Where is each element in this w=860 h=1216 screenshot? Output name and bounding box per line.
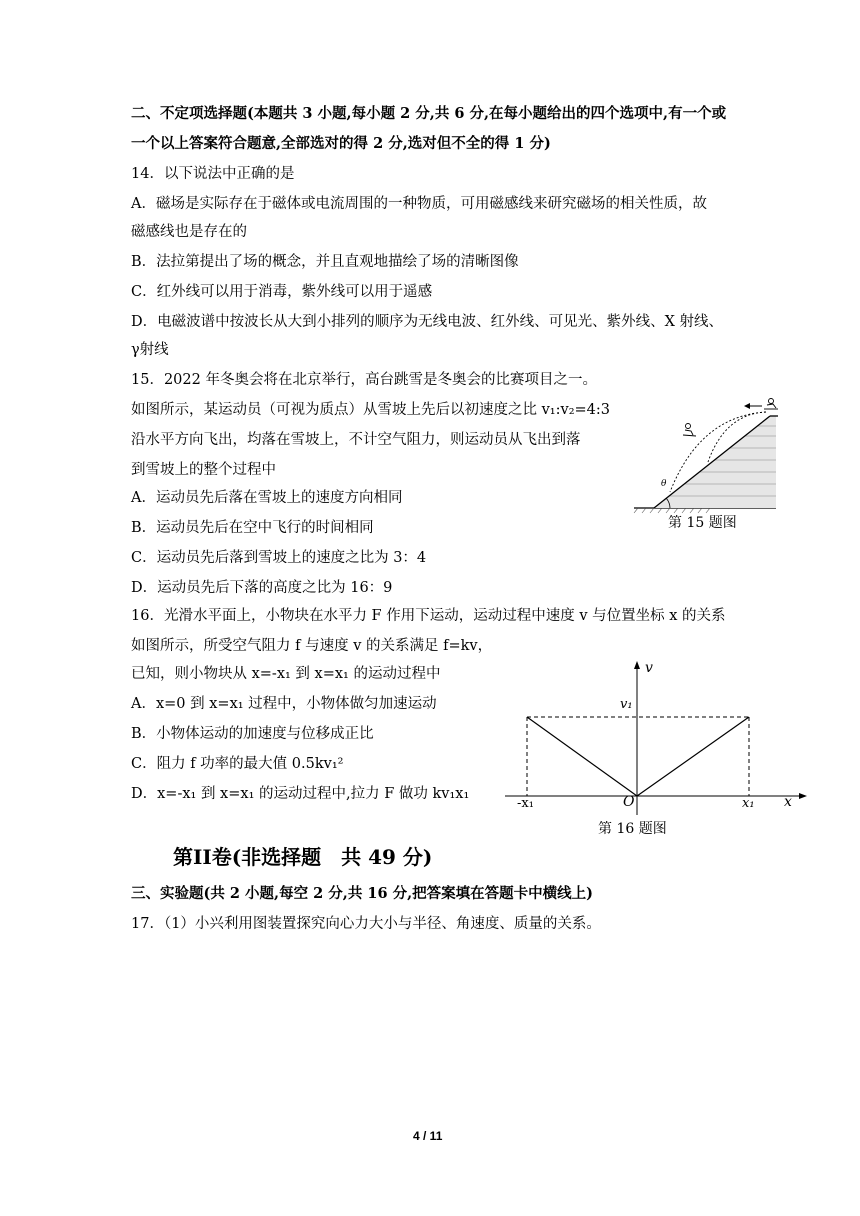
- q16-axis-x-label: x: [784, 794, 792, 810]
- graph-left-segment: [527, 717, 637, 796]
- q16-stem-line1: 16．光滑水平面上，小物块在水平力 F 作用下运动，运动过程中速度 v 与位置坐标 x 的关系: [131, 608, 726, 624]
- q16-fig-caption: 第 16 题图: [598, 821, 667, 837]
- q15-fig-caption: 第 15 题图: [668, 515, 737, 531]
- skier-mid-icon: [683, 424, 696, 437]
- q16-option-a: A．x=0 到 x=x₁ 过程中，小物体做匀加速运动: [131, 696, 437, 712]
- q14-option-d-line2: γ射线: [131, 342, 169, 358]
- q16-tick-x1: x₁: [742, 796, 755, 811]
- q15-option-b: B．运动员先后在空中飞行的时间相同: [131, 520, 374, 536]
- q15-fig-theta: θ: [661, 479, 667, 489]
- q15-stem-line4: 到雪坡上的整个过程中: [131, 462, 276, 478]
- x-axis-arrow: [799, 793, 807, 799]
- page-number: 4 / 11: [413, 1129, 443, 1143]
- q16-velocity-position-graph: [505, 655, 815, 815]
- q16-stem-line3: 已知，则小物块从 x=-x₁ 到 x=x₁ 的运动过程中: [131, 666, 441, 682]
- q15-ski-slope-figure: [630, 390, 780, 515]
- part2-title: 第II卷(非选择题 共 49 分): [173, 845, 433, 869]
- q16-option-b: B．小物体运动的加速度与位移成正比: [131, 726, 374, 742]
- q16-stem-line2: 如图所示，所受空气阻力 f 与速度 v 的关系满足 f=kv，: [131, 638, 493, 654]
- v-axis-arrow: [634, 661, 640, 669]
- section3-heading: 三、实验题(共 2 小题,每空 2 分,共 16 分,把答案填在答题卡中横线上): [131, 885, 594, 902]
- q16-tick-v1: v₁: [620, 697, 633, 712]
- q16-axis-v-label: v: [645, 660, 653, 676]
- velocity-arrowhead: [744, 403, 750, 409]
- q16-option-c: C．阻力 f 功率的最大值 0.5kv₁²: [131, 756, 344, 772]
- q17-stem: 17．（1）小兴利用图装置探究向心力大小与半径、角速度、质量的关系。: [131, 916, 601, 932]
- q16-option-d: D．x=-x₁ 到 x=x₁ 的运动过程中,拉力 F 做功 kv₁x₁: [131, 786, 470, 802]
- section2-heading-line2: 一个以上答案符合题意,全部选对的得 2 分,选对但不全的得 1 分): [131, 135, 551, 152]
- graph-right-segment: [637, 717, 749, 796]
- skier-top-icon: [764, 399, 778, 410]
- q15-option-d: D．运动员先后下落的高度之比为 16：9: [131, 580, 393, 596]
- q16-origin-label: O: [623, 794, 635, 810]
- q14-option-d-line1: D．电磁波谱中按波长从大到小排列的顺序为无线电波、红外线、可见光、紫外线、X 射线、: [131, 314, 724, 330]
- section2-heading-line1: 二、不定项选择题(本题共 3 小题,每小题 2 分,共 6 分,在每小题给出的四个选项中,有一个或: [131, 105, 727, 122]
- q14-option-b: B．法拉第提出了场的概念，并且直观地描绘了场的清晰图像: [131, 254, 519, 270]
- q14-option-a-line1: A．磁场是实际存在于磁体或电流周围的一种物质，可用磁感线来研究磁场的相关性质，故: [131, 196, 707, 212]
- q15-stem-line2: 如图所示，某运动员（可视为质点）从雪坡上先后以初速度之比 v₁:v₂=4:3: [131, 402, 610, 418]
- q15-stem-line3: 沿水平方向飞出，均落在雪坡上，不计空气阻力，则运动员从飞出到落: [131, 432, 581, 448]
- q15-stem-line1: 15．2022 年冬奥会将在北京举行，高台跳雪是冬奥会的比赛项目之一。: [131, 372, 597, 388]
- q14-option-a-line2: 磁感线也是存在的: [131, 224, 247, 240]
- q14-option-c: C．红外线可以用于消毒，紫外线可以用于遥感: [131, 284, 433, 300]
- q15-option-c: C．运动员先后落到雪坡上的速度之比为 3：4: [131, 550, 427, 566]
- q16-tick-neg-x1: -x₁: [517, 796, 534, 811]
- q14-stem: 14．以下说法中正确的是: [131, 166, 295, 182]
- q15-option-a: A．运动员先后落在雪坡上的速度方向相同: [131, 490, 403, 506]
